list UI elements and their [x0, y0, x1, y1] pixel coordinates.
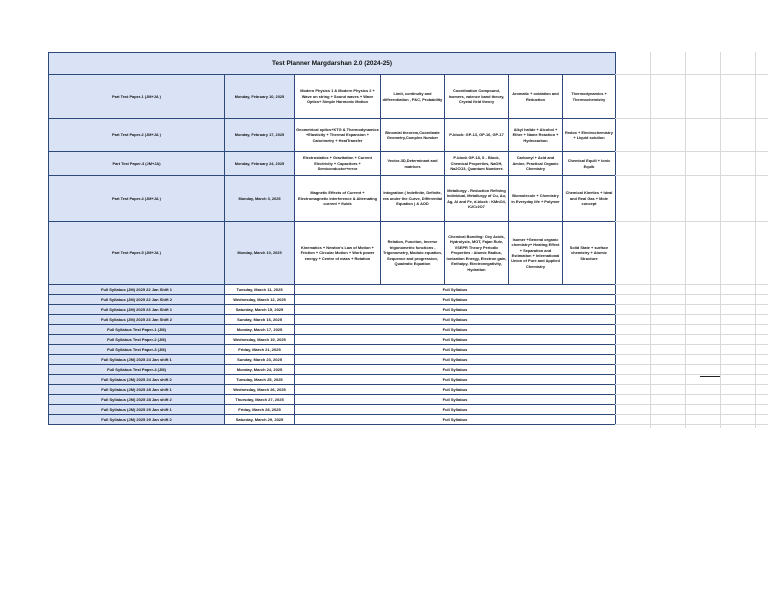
full-syllabus-row — [49, 315, 616, 325]
cell-date[interactable]: Monday, March 24, 2025 — [225, 365, 295, 375]
cell-syllabus[interactable]: Full Syllabus — [295, 335, 616, 345]
cell-test[interactable]: Part Test Paper-4 (JM+JA ) — [49, 176, 225, 222]
cell-syllabus[interactable]: Full Syllabus — [295, 315, 616, 325]
cell-syllabus[interactable]: Full Syllabus — [295, 405, 616, 415]
cell-date[interactable]: Sunday, March 23, 2025 — [225, 355, 295, 365]
cell-border-mark — [700, 376, 720, 377]
cell-inorganic[interactable]: P-block: GP-13, GP-16, GP-17 — [445, 119, 509, 152]
part-test-row — [49, 152, 616, 176]
sheet-title: Test Planner Margdarshan 2.0 (2024-25) — [49, 53, 616, 75]
cell-date[interactable]: Monday, February 24, 2025 — [225, 152, 295, 176]
cell-test[interactable]: Full Syllabus (JM) 2025 28 Jan shift 2 — [49, 395, 225, 405]
cell-date[interactable]: Thursday, March 27, 2025 — [225, 395, 295, 405]
cell-physical[interactable]: Chemical Kinetics + Ideal and Real Gas + Mole concept — [563, 176, 616, 222]
cell-test[interactable]: Part Test Paper-2 (JM+JA ) — [49, 119, 225, 152]
cell-test[interactable]: Full Syllabus (JM) 2025 24 Jan shift 1 — [49, 355, 225, 365]
cell-date[interactable]: Friday, March 21, 2025 — [225, 345, 295, 355]
cell-organic[interactable]: Aromatic + oxidation and Reduction — [509, 75, 563, 119]
cell-test[interactable]: Full Syllabus (JM) 2025 28 Jan shift 1 — [49, 385, 225, 395]
cell-test[interactable]: Full Syllabus Test Paper-3 (JM) — [49, 345, 225, 355]
cell-maths[interactable]: Limit, continuity and differentiation , P&C, Probability — [381, 75, 445, 119]
cell-inorganic[interactable]: Chemical Bonding: Oxy Acids, Hydrolysis, MOT, Fajan Rule, VSEPR Theory Periodic Properties : Atomic Radius, Ionization Energy, Electron gain, Enthalpy, Electronegativity, Hydration — [445, 222, 509, 285]
cell-maths[interactable]: Vector-3D,Determinant and matrices — [381, 152, 445, 176]
cell-date[interactable]: Monday, February 17, 2025 — [225, 119, 295, 152]
cell-test[interactable]: Full Syllabus (JM) 2025 29 Jan shift 1 — [49, 405, 225, 415]
cell-date[interactable]: Wednesday, March 19, 2025 — [225, 335, 295, 345]
cell-syllabus[interactable]: Full Syllabus — [295, 305, 616, 315]
cell-maths[interactable]: Relation, Function, Inverse trigonometric functions , Trigonometry, Modulo equation, Sequence and progression, Quadratic Equation — [381, 222, 445, 285]
cell-test[interactable]: Part Test Paper-1 (JM+JA ) — [49, 75, 225, 119]
cell-physical[interactable]: Solid State + surface chemistry + Atomic Structure — [563, 222, 616, 285]
cell-physical[interactable]: Redox + Electrochemistry + Liquid solution — [563, 119, 616, 152]
cell-date[interactable]: Tuesday, March 11, 2025 — [225, 285, 295, 295]
full-syllabus-row — [49, 325, 616, 335]
cell-date[interactable]: Wednesday, March 12, 2025 — [225, 295, 295, 305]
full-syllabus-row — [49, 395, 616, 405]
part-test-row — [49, 222, 616, 285]
cell-date[interactable]: Wednesday, March 26, 2025 — [225, 385, 295, 395]
cell-date[interactable]: Monday, March 17, 2025 — [225, 325, 295, 335]
full-syllabus-row — [49, 385, 616, 395]
cell-test[interactable]: Full Syllabus (JM) 2025 23 Jan Shift 1 — [49, 305, 225, 315]
cell-date[interactable]: Saturday, March 15, 2025 — [225, 305, 295, 315]
part-test-row — [49, 176, 616, 222]
full-syllabus-row — [49, 335, 616, 345]
full-syllabus-row — [49, 305, 616, 315]
cell-physics[interactable]: Modern Physics 1 & Modern Physics 2 + Wave on string + Sound waves + Wave Optics+ Simple Harmonic Motion — [295, 75, 381, 119]
full-syllabus-row — [49, 295, 616, 305]
cell-date[interactable]: Friday, March 28, 2025 — [225, 405, 295, 415]
cell-physical[interactable]: Chemical Equili + Ionic Equib — [563, 152, 616, 176]
part-test-row — [49, 119, 616, 152]
full-syllabus-row — [49, 365, 616, 375]
cell-inorganic[interactable]: P-block GP-18, S - Block, Chemical Properties, NaOH, Na2CO3, Quantum Numbers — [445, 152, 509, 176]
cell-test[interactable]: Full Syllabus (JM) 2025 22 Jan Shift 2 — [49, 295, 225, 305]
cell-inorganic[interactable]: Metallurgy - Reduction Refining Individual, Metallurgy of Cu, Au, Ag, Al and Fe, d-block : KMnO4, K2Cr2O7 — [445, 176, 509, 222]
cell-physical[interactable]: Thermodynamics + Thermochemistry — [563, 75, 616, 119]
cell-syllabus[interactable]: Full Syllabus — [295, 375, 616, 385]
cell-test[interactable]: Full Syllabus (JM) 2025 24 Jan shift 2 — [49, 375, 225, 385]
cell-test[interactable]: Full Syllabus (JM) 2025 23 Jan Shift 2 — [49, 315, 225, 325]
full-syllabus-row — [49, 405, 616, 415]
full-syllabus-row — [49, 285, 616, 295]
cell-test[interactable]: Part Test Paper-3 (JM+JA) — [49, 152, 225, 176]
cell-date[interactable]: Saturday, March 29, 2025 — [225, 415, 295, 425]
cell-syllabus[interactable]: Full Syllabus — [295, 295, 616, 305]
cell-physics[interactable]: Electrostatics + Gravitation + Current Electricity + Capacitors + Semiconductor+error — [295, 152, 381, 176]
test-planner-table — [48, 52, 616, 425]
cell-organic[interactable]: Biomolecule + Chemistry in Everyday life + Polymer — [509, 176, 563, 222]
cell-date[interactable]: Tuesday, March 25, 2025 — [225, 375, 295, 385]
cell-test[interactable]: Full Syllabus Test Paper-4 (JM) — [49, 365, 225, 375]
cell-syllabus[interactable]: Full Syllabus — [295, 365, 616, 375]
cell-test[interactable]: Full Syllabus (JM) 2025 29 Jan shift 2 — [49, 415, 225, 425]
cell-syllabus[interactable]: Full Syllabus — [295, 285, 616, 295]
cell-maths[interactable]: Integration ( Indefinite, Definite, rea under the Curve, Differential Equation ) & AOD — [381, 176, 445, 222]
cell-syllabus[interactable]: Full Syllabus — [295, 415, 616, 425]
cell-date[interactable]: Monday, February 10, 2025 — [225, 75, 295, 119]
cell-physics[interactable]: Magnetic Effects of Current + Electromagnetic interference & Alternating current + fluids — [295, 176, 381, 222]
cell-syllabus[interactable]: Full Syllabus — [295, 325, 616, 335]
cell-date[interactable]: Monday, March 10, 2025 — [225, 222, 295, 285]
cell-organic[interactable]: Isomer +General organic chemistry+ Heating Effect + Separation and Estimation + International Union of Pure and Applied Chemistry — [509, 222, 563, 285]
cell-syllabus[interactable]: Full Syllabus — [295, 395, 616, 405]
cell-syllabus[interactable]: Full Syllabus — [295, 345, 616, 355]
full-syllabus-row — [49, 345, 616, 355]
full-syllabus-row — [49, 355, 616, 365]
full-syllabus-row — [49, 415, 616, 425]
cell-syllabus[interactable]: Full Syllabus — [295, 385, 616, 395]
cell-test[interactable]: Full Syllabus (JM) 2025 22 Jan Shift 1 — [49, 285, 225, 295]
cell-physics[interactable]: Geometrical optics+KTG & Thermodynamics +Elasticity + Thermal Expansion + Calorimetry + HeatTransfer — [295, 119, 381, 152]
cell-organic[interactable]: Alkyl halide + Alcohol + Ether + Name Reaction + Hydrocarbon — [509, 119, 563, 152]
cell-maths[interactable]: Binomial theorem,Coordinate Geometry,Complex Number — [381, 119, 445, 152]
cell-test[interactable]: Part Test Paper-5 (JM+JA ) — [49, 222, 225, 285]
cell-inorganic[interactable]: Coordination Compound, Isomers, valence band theory, Crystal field theory — [445, 75, 509, 119]
cell-date[interactable]: Monday, March 3, 2025 — [225, 176, 295, 222]
part-test-row — [49, 75, 616, 119]
cell-test[interactable]: Full Syllabus Test Paper-1 (JM) — [49, 325, 225, 335]
cell-test[interactable]: Full Syllabus Test Paper-2 (JM) — [49, 335, 225, 345]
cell-physics[interactable]: Kinematics + Newton's Law of Motion + Friction + Circular Motion + Work power energy + Centre of mass + Rotation — [295, 222, 381, 285]
full-syllabus-row — [49, 375, 616, 385]
cell-date[interactable]: Sunday, March 16, 2025 — [225, 315, 295, 325]
cell-organic[interactable]: Carbonyl + Acid and Amine, Practical Organic Chemistry — [509, 152, 563, 176]
cell-syllabus[interactable]: Full Syllabus — [295, 355, 616, 365]
